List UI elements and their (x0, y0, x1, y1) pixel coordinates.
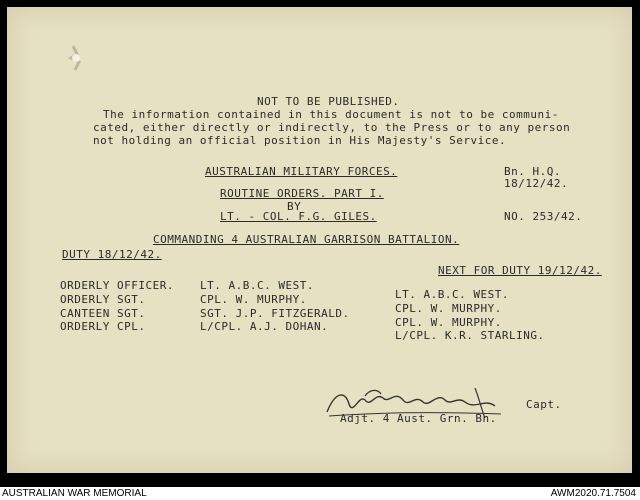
force-name: AUSTRALIAN MILITARY FORCES. (205, 165, 398, 178)
archive-footer (0, 487, 640, 500)
footer-accession-number: AWM2020.71.7504 (550, 488, 636, 499)
duty-next: CPL. W. MURPHY. (395, 316, 502, 329)
document-sheet (7, 7, 632, 473)
by-label: BY (287, 200, 302, 213)
duty-role: ORDERLY SGT. (60, 293, 146, 306)
duty-today: LT. A.B.C. WEST. (200, 279, 314, 292)
next-duty-heading: NEXT FOR DUTY 19/12/42. (438, 264, 602, 277)
signature-suffix: Capt. (526, 398, 562, 411)
paper-hole-mark (65, 44, 87, 72)
commanding-unit: COMMANDING 4 AUSTRALIAN GARRISON BATTALION. (153, 233, 460, 246)
hq-label: Bn. H.Q. (504, 165, 561, 178)
order-number: NO. 253/42. (504, 210, 583, 223)
commander-name: LT. - COL. F.G. GILES. (220, 210, 377, 223)
restriction-line-2: cated, either directly or indirectly, to the Press or to any person (93, 121, 571, 134)
signature-title: Adjt. 4 Aust. Grn. Bn. (340, 412, 497, 425)
duty-role: CANTEEN SGT. (60, 307, 146, 320)
duty-next: LT. A.B.C. WEST. (395, 288, 509, 301)
duty-today: CPL. W. MURPHY. (200, 293, 307, 306)
duty-next: L/CPL. K.R. STARLING. (395, 329, 545, 342)
duty-role: ORDERLY OFFICER. (60, 279, 174, 292)
duty-heading: DUTY 18/12/42. (62, 248, 162, 261)
restriction-line-3: not holding an official position in His Majesty's Service. (93, 134, 507, 147)
duty-role: ORDERLY CPL. (60, 320, 146, 333)
restriction-line-1: The information contained in this document is not to be communi- (103, 108, 559, 121)
order-date: 18/12/42. (504, 177, 569, 190)
duty-today: SGT. J.P. FITZGERALD. (200, 307, 350, 320)
footer-institution: AUSTRALIAN WAR MEMORIAL (2, 488, 147, 499)
restriction-heading: NOT TO BE PUBLISHED. (257, 95, 400, 108)
duty-next: CPL. W. MURPHY. (395, 302, 502, 315)
orders-title: ROUTINE ORDERS. PART I. (220, 187, 384, 200)
duty-today: L/CPL. A.J. DOHAN. (200, 320, 329, 333)
